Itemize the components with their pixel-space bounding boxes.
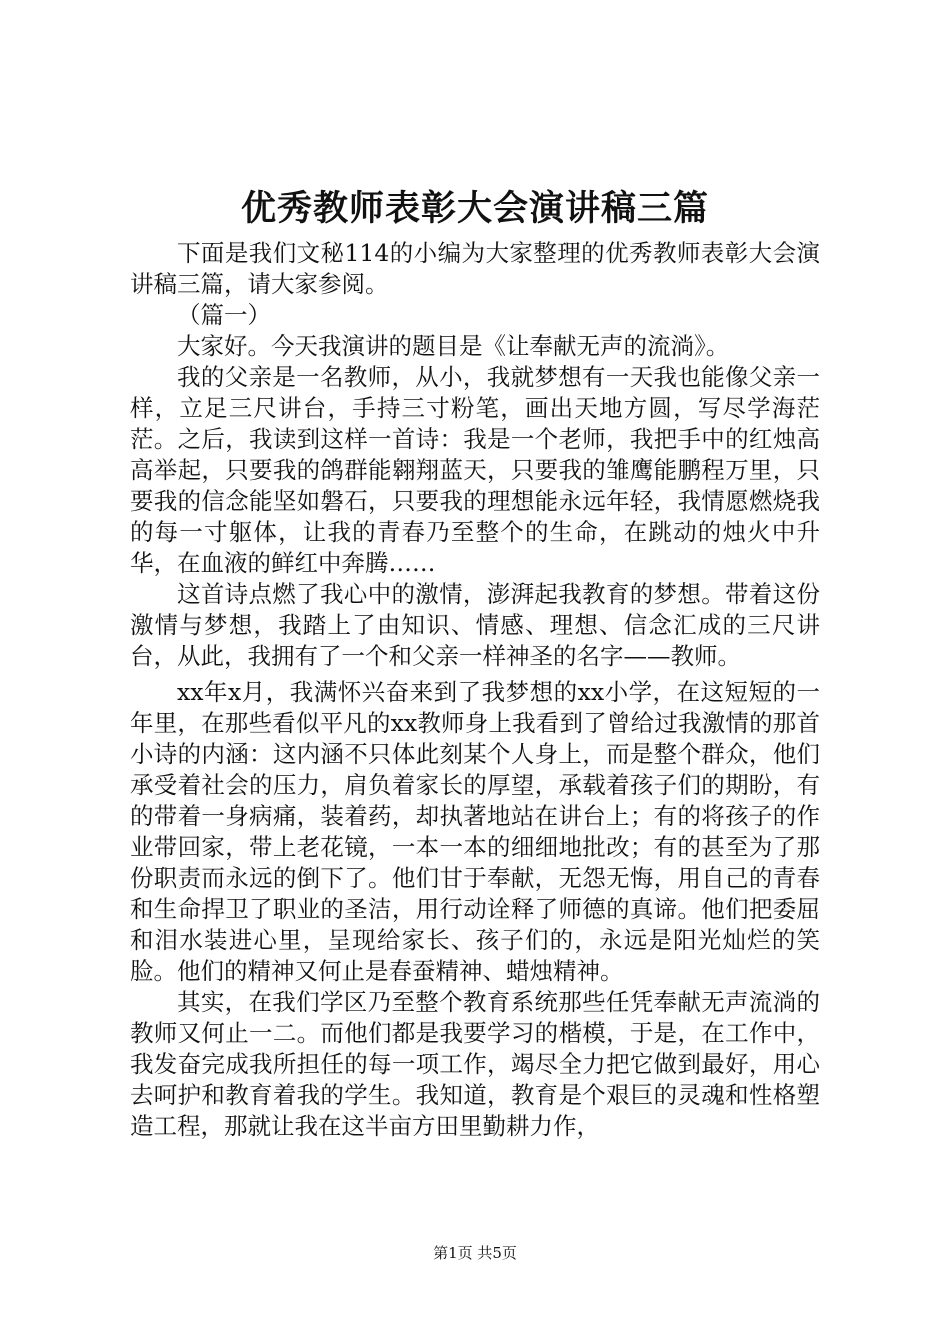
body-paragraph: xx年x月，我满怀兴奋来到了我梦想的xx小学，在这短短的一年里，在那些看似平凡的xx教师身上我看到了曾给过我激情的那首小诗的内涵：这内涵不只体此刻某个人身上，而是整个群众，他们承受着社会的压力，肩负着家长的厚望，承载着孩子们的期盼，有的带着一身病痛，装着药，却执著地站在讲台上；有的将孩子的作业带回家，带上老花镜，一本一本的细细地批改；有的甚至为了那份职责而永远的倒下了。他们甘于奉献，无怨无悔，用自己的青春和生命捍卫了职业的圣洁，用行动诠释了师德的真谛。他们把委屈和泪水装进心里，呈现给家长、孩子们的，永远是阳光灿烂的笑脸。他们的精神又何止是春蚕精神、蜡烛精神。 <box>130 678 820 985</box>
greeting-paragraph: 大家好。今天我演讲的题目是《让奉献无声的流淌》。 <box>177 332 730 360</box>
body-paragraph: 我的父亲是一名教师，从小，我就梦想有一天我也能像父亲一样，立足三尺讲台，手持三寸粉笔，画出天地方圆，写尽学海茫茫。之后，我读到这样一首诗：我是一个老师，我把手中的红烛高高举起，只要我的鸽群能翱翔蓝天，只要我的雏鹰能鹏程万里，只要我的信念能坚如磐石，只要我的理想能永远年轻，我情愿燃烧我的每一寸躯体，让我的青春乃至整个的生命，在跳动的烛火中升华，在血液的鲜红中奔腾…… <box>130 363 820 577</box>
page-footer: 第1页 共5页 <box>433 1244 517 1262</box>
intro-paragraph: 下面是我们文秘114的小编为大家整理的优秀教师表彰大会演讲稿三篇，请大家参阅。 <box>130 239 820 298</box>
document-body <box>130 238 820 1142</box>
section-heading: （篇一） <box>177 301 271 329</box>
body-paragraph: 这首诗点燃了我心中的激情，澎湃起我教育的梦想。带着这份激情与梦想，我踏上了由知识、情感、理想、信念汇成的三尺讲台，从此，我拥有了一个和父亲一样神圣的名字——教师。 <box>130 580 820 670</box>
document-title: 优秀教师表彰大会演讲稿三篇 <box>240 188 709 229</box>
body-paragraph: 其实，在我们学区乃至整个教育系统那些任凭奉献无声流淌的教师又何止一二。而他们都是我要学习的楷模，于是，在工作中，我发奋完成我所担任的每一项工作，竭尽全力把它做到最好，用心去呵护和教育着我的学生。我知道，教育是个艰巨的灵魂和性格塑造工程，那就让我在这半亩方田里勤耕力作， <box>130 988 820 1140</box>
